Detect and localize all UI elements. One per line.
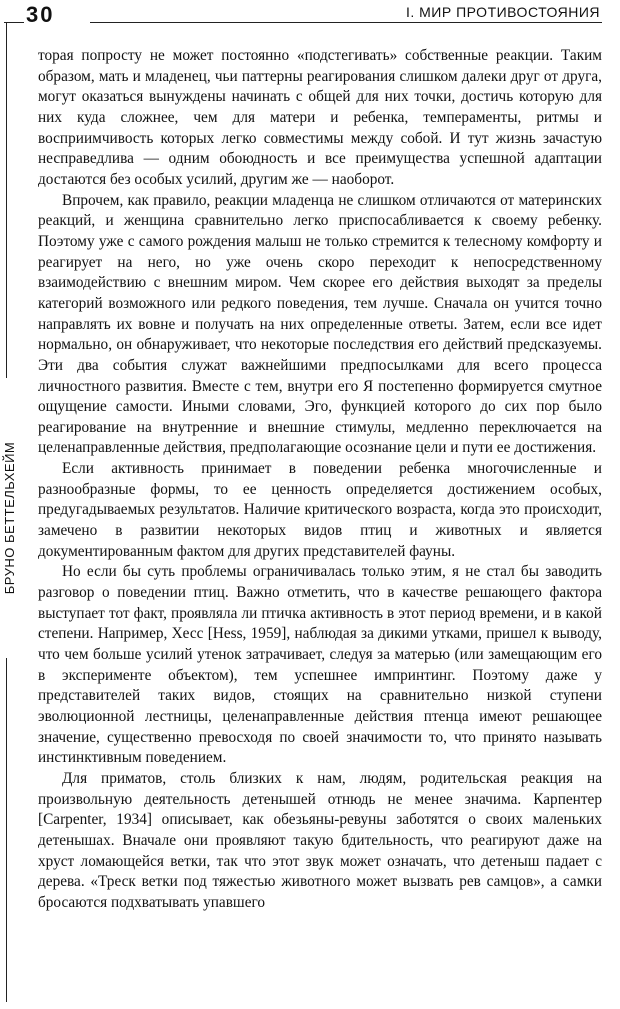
paragraph-4: Но если бы суть проблемы ограничивалась только этим, я не стал бы заводить разговор о поведении птиц. Важно отметить, что в качестве решающего фактора выступает тот факт, проявляла ли птичка активность в этот период времени, и в какой степени. Например, Хесс [Hess, 1959], наблюдая за дикими утками, пришел к выводу, что чем больше усилий утенок затрачивает, следуя за матерью (или замещающим его в эксперименте объектом), тем успешнее импринтинг. Поэтому даже у представителей таких видов, стоящих на сравнительно низкой ступени эволюционной лестницы, целенаправленные действия птенца имеют решающее значение, существенно превосходя по своей значимости то, что принято называть инстинктивным поведением. [38, 563, 602, 767]
running-title: I. МИР ПРОТИВОСТОЯНИЯ [405, 4, 600, 20]
paragraph-1: торая попросту не может постоянно «подстегивать» собственные реакции. Таким образом, мать и младенец, чьи паттерны реагирования слишком далеки друг от друга, могут оказаться вынуждены начинать с общей для них точки, достичь которую для них куда сложнее, чем для матери и ребенка, темпераменты, ритмы и восприимчивость которых легко совместимы между собой. И тут жизнь зачастую несправедлива — одним обоюдность и все преимущества успешной адаптации достаются без особых усилий, другим же — наоборот. [38, 47, 602, 188]
paragraph-2: Впрочем, как правило, реакции младенца не слишком отличаются от материнских реакций, и женщина сравнительно легко приспосабливается к своему ребенку. Поэтому уже с самого рождения малыш не только стремится к телесному комфорту и реагирует на него, но уже очень скоро переходит к непосредственному взаимодействию с внешним миром. Чем скорее его действия выходят за пределы категорий возможного или редкого поведения, тем лучше. Сначала он учится точно направлять их вовне и получать на них определенные ответы. Затем, если все идет нормально, он обнаруживает, что некоторые последствия его действий предсказуемы. Эти два события служат важнейшими предпосылками для всего процесса личностного развития. Вместе с тем, внутри его Я постепенно формируется смутное ощущение самости. Иными словами, Эго, функцией которого до сих пор было реагирование на внутренние и внешние стимулы, медленно переключается на целенаправленные действия, предполагающие осознание цели и пути ее достижения. [38, 191, 602, 457]
header-rule-left [4, 22, 24, 23]
paragraph-3: Если активность принимает в поведении ребенка многочисленные и разнообразные формы, то ее ценность определяется достижением особых, предугадываемых результатов. Наличие критического возраста, когда это происходит, замечено в развитии некоторых видов птиц и животных и является документированным фактом для других представителей фауны. [38, 460, 602, 560]
paragraph-5: Для приматов, столь близких к нам, людям, родительская реакция на произвольную деятельность детенышей отнюдь не менее значима. Карпентер [Carpenter, 1934] описывает, как обезьяны-ревуны заботятся о своих маленьких детенышах. Вначале они проявляют такую бдительность, что реагируют даже на хруст ломающейся ветки, так что этот звук может означать, что детеныш падает с дерева. «Треск ветки под тяжестью животного может вызвать рев самцов», а самки бросаются подхватывать упавшего [38, 769, 602, 911]
side-author-name: БРУНО БЕТТЕЛЬХЕЙМ [2, 378, 18, 658]
page-header [0, 0, 620, 34]
body-text [38, 46, 602, 914]
header-rule [90, 22, 602, 23]
page-number: 30 [26, 2, 55, 27]
